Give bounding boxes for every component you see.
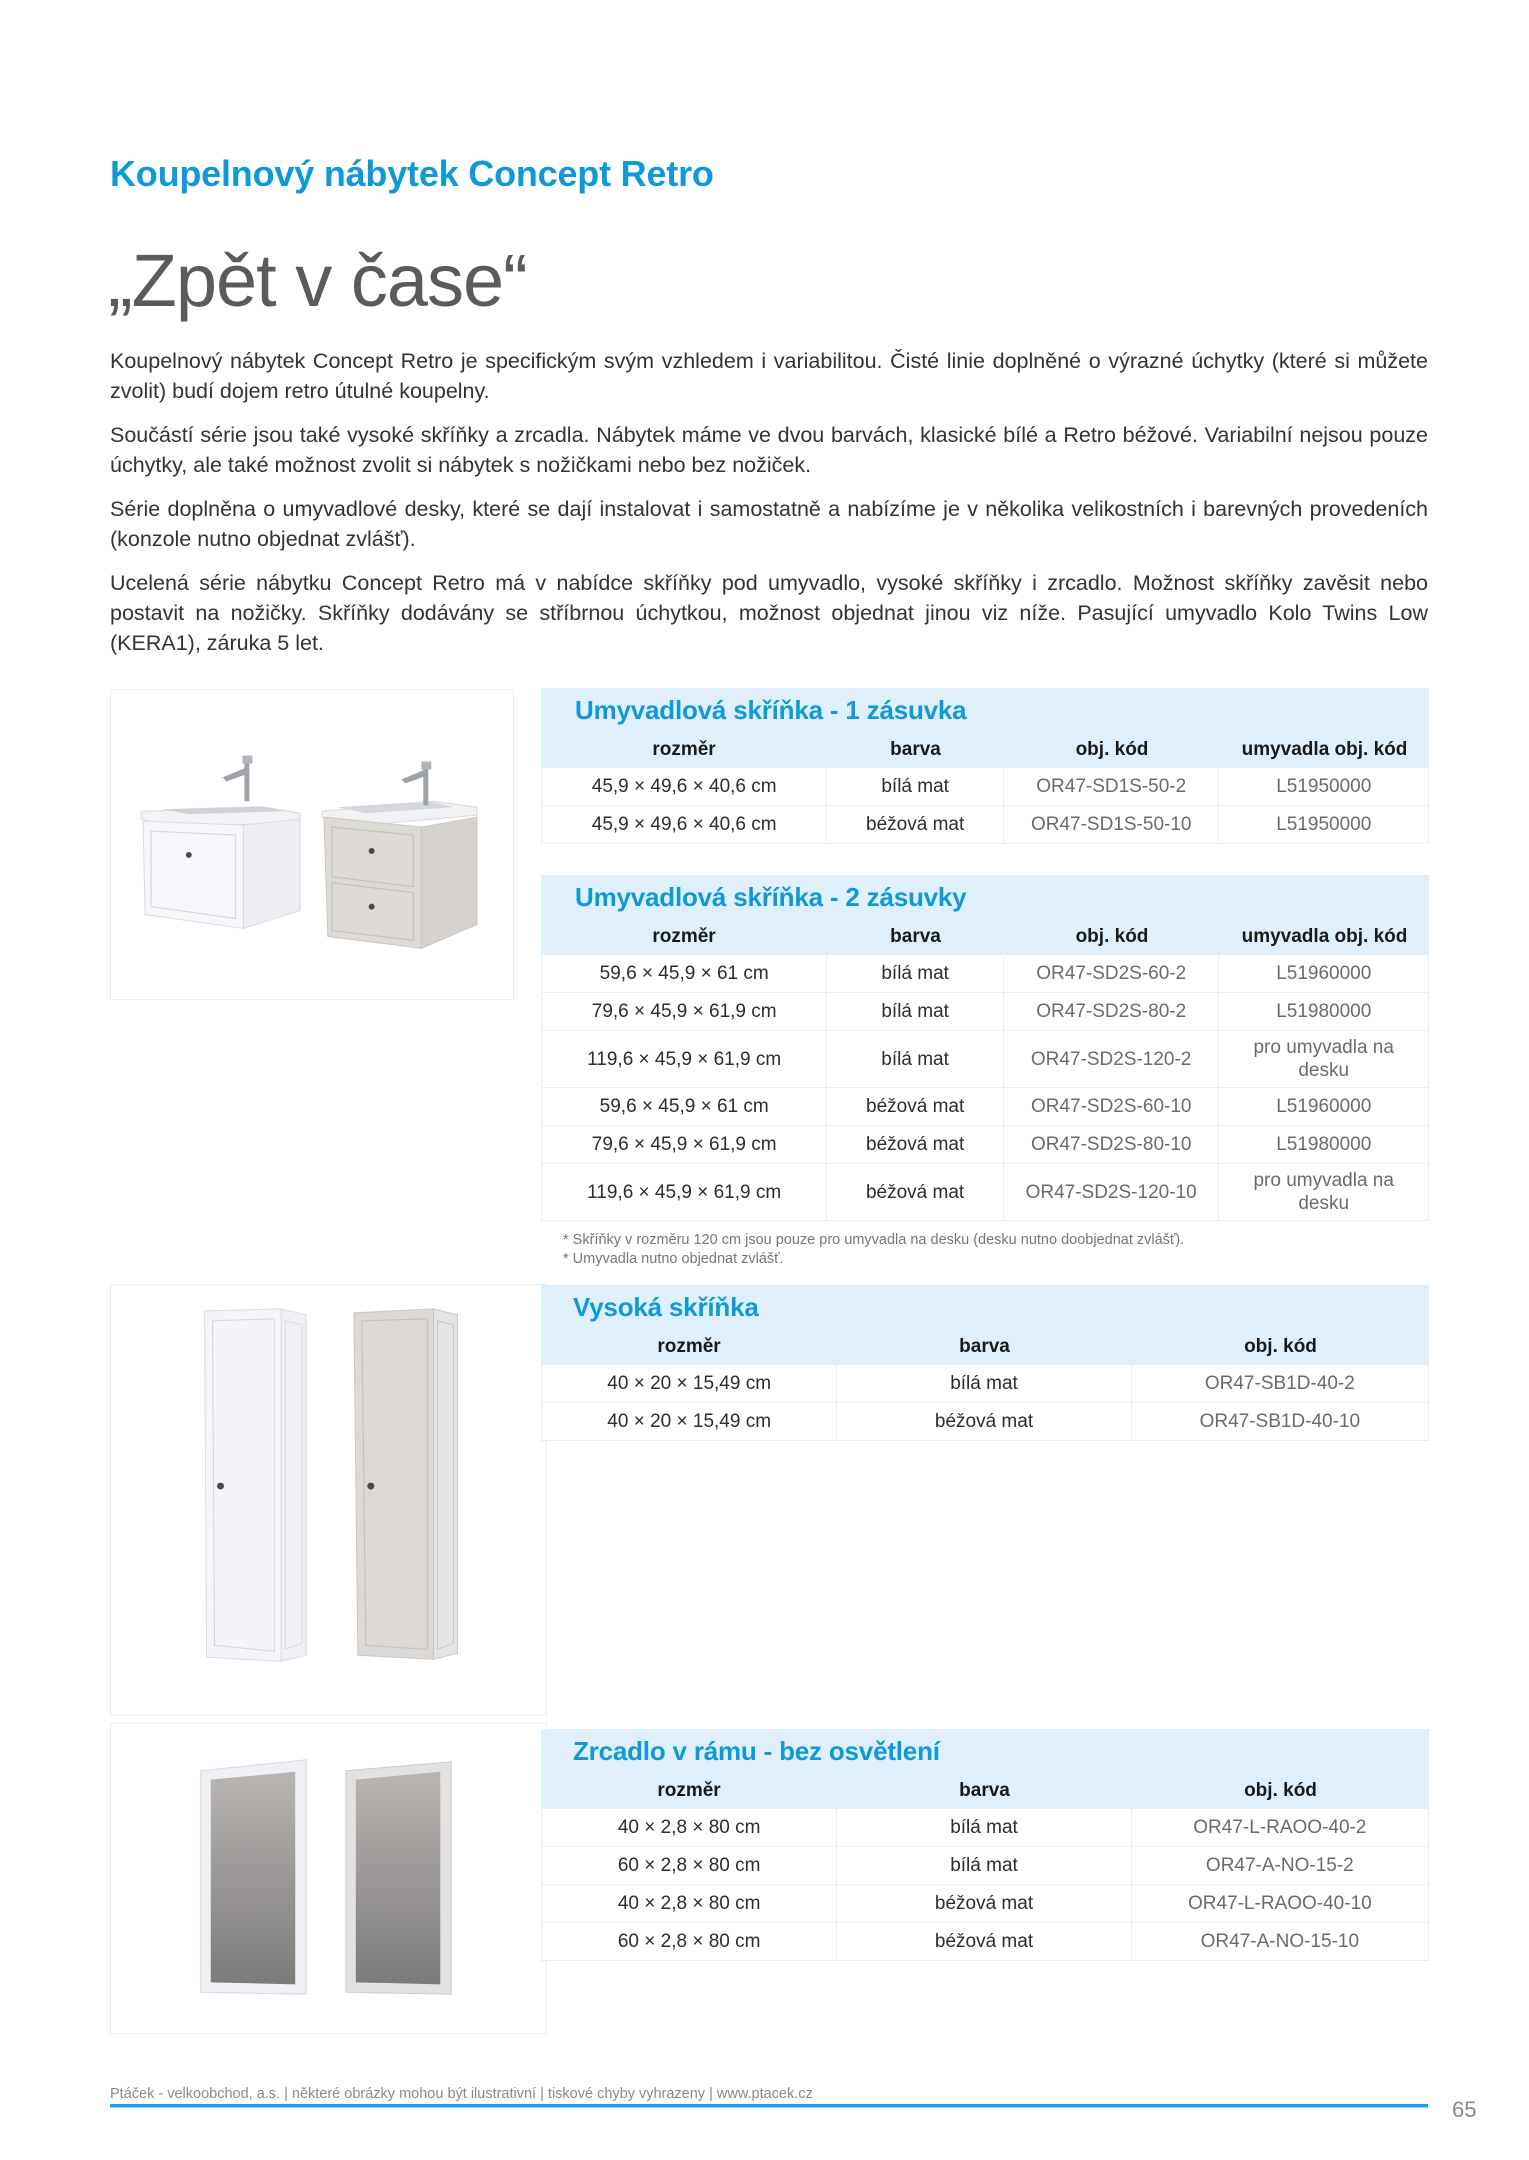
footnote: * Umyvadla nutno objednat zvlášť.: [563, 1251, 784, 1267]
cell-dimension: 59,6 × 45,9 × 61 cm: [542, 955, 827, 992]
cell-order-code: OR47-SD2S-80-2: [1004, 993, 1220, 1030]
cell-color: béžová mat: [827, 1164, 1004, 1220]
column-header-color: barva: [890, 926, 941, 947]
cell-order-code: OR47-L-RAOO-40-2: [1193, 1817, 1367, 1838]
cell-dimension: 79,6 × 45,9 × 61,9 cm: [542, 1126, 827, 1163]
table-row: [542, 1088, 1428, 1126]
cell-dimension: 40 × 2,8 × 80 cm: [542, 1809, 837, 1846]
table-header: [541, 1729, 1429, 1809]
tall-cabinet-table: [541, 1285, 1429, 1441]
column-header-dimension: rozměr: [652, 739, 716, 760]
cell-sink-code: pro umyvadla na desku: [1253, 1170, 1394, 1214]
cell-order-code: OR47-A-NO-15-10: [1200, 1931, 1360, 1952]
column-headers: [541, 1773, 1429, 1809]
cell-dimension: 119,6 × 45,9 × 61,9 cm: [542, 1031, 827, 1087]
cell-color: béžová mat: [837, 1403, 1131, 1440]
table-title: Vysoká skříňka: [573, 1292, 759, 1322]
cell-dimension: 119,6 × 45,9 × 61,9 cm: [542, 1164, 827, 1220]
column-headers: [541, 732, 1429, 768]
table-row: [542, 1126, 1428, 1164]
table-header: [541, 1285, 1429, 1365]
cell-order-code: OR47-L-RAOO-40-10: [1187, 1893, 1372, 1914]
table-row: [542, 806, 1428, 844]
footer-text: Ptáček - velkoobchod, a.s. | některé obrázky mohou být ilustrativní | tiskové chyby vyhrazeny | www.ptacek.cz: [110, 2086, 813, 2102]
column-header-order-code: obj. kód: [1244, 1336, 1317, 1357]
cell-dimension: 79,6 × 45,9 × 61,9 cm: [542, 993, 827, 1030]
cell-order-code: OR47-SD2S-80-10: [1004, 1126, 1220, 1163]
column-header-order-code: obj. kód: [1075, 926, 1149, 947]
column-headers: [541, 919, 1429, 955]
hero-title: „Zpět v čase“: [108, 239, 527, 322]
column-header-color: barva: [959, 1336, 1010, 1357]
intro-paragraph: Ucelená série nábytku Concept Retro má v nabídce skříňky pod umyvadlo, vysoké skříňky i zrcadlo. Možnost skříňky zavěsit nebo postavit na nožičky. Skříňky dodávány se stříbrnou úchytkou, možnost objednat jinou viz níže. Pasující umyvadlo Kolo Twins Low (KERA1), záruka 5 let.: [110, 571, 1428, 655]
cell-color: bílá mat: [837, 1365, 1131, 1402]
cell-sink-code: L51950000: [1276, 776, 1372, 797]
column-header-sink-code: umyvadla obj. kód: [1241, 739, 1408, 760]
intro-text: [110, 346, 1428, 672]
vanity-illustration-icon: [111, 690, 513, 999]
cell-color: bílá mat: [827, 1031, 1004, 1087]
column-header-order-code: obj. kód: [1244, 1780, 1317, 1801]
column-header-dimension: rozměr: [652, 926, 716, 947]
cell-dimension: 40 × 20 × 15,49 cm: [542, 1403, 837, 1440]
section-title: Koupelnový nábytek Concept Retro: [110, 153, 714, 194]
intro-paragraph: Koupelnový nábytek Concept Retro je specifickým svým vzhledem i variabilitou. Čisté linie doplněné o výrazné úchytky (které si můžete zvolit) budí dojem retro útulné koupelny.: [110, 349, 1428, 403]
table-row: [542, 768, 1428, 806]
column-header-color: barva: [959, 1780, 1010, 1801]
cell-sink-code: pro umyvadla na desku: [1253, 1037, 1394, 1081]
cell-order-code: OR47-SD2S-120-2: [1004, 1031, 1219, 1087]
cell-color: béžová mat: [827, 1088, 1004, 1125]
cell-order-code: OR47-A-NO-15-2: [1205, 1855, 1354, 1876]
cell-dimension: 60 × 2,8 × 80 cm: [542, 1923, 837, 1960]
table-row: [542, 1031, 1428, 1088]
column-header-order-code: obj. kód: [1075, 739, 1149, 760]
cell-color: bílá mat: [837, 1809, 1131, 1846]
cell-sink-code: L51960000: [1276, 963, 1372, 984]
cell-dimension: 40 × 20 × 15,49 cm: [542, 1365, 837, 1402]
column-header-sink-code: umyvadla obj. kód: [1241, 926, 1408, 947]
cell-dimension: 45,9 × 49,6 × 40,6 cm: [542, 768, 827, 805]
cell-color: bílá mat: [827, 955, 1004, 992]
cell-sink-code: L51980000: [1276, 1001, 1372, 1022]
table-row: [542, 1403, 1428, 1441]
cell-order-code: OR47-SD1S-50-10: [1004, 806, 1220, 843]
cell-order-code: OR47-SB1D-40-10: [1199, 1411, 1361, 1432]
cell-color: béžová mat: [827, 806, 1004, 843]
cell-dimension: 60 × 2,8 × 80 cm: [542, 1847, 837, 1884]
footer-divider: [110, 2104, 1428, 2108]
table-row: [542, 1923, 1428, 1961]
cell-order-code: OR47-SD2S-60-10: [1004, 1088, 1220, 1125]
mirror-illustration-icon: [111, 1724, 546, 2033]
vanity-2-drawers-table: [541, 875, 1429, 1221]
column-header-dimension: rozměr: [657, 1336, 721, 1357]
vanity-1-drawer-table: [541, 688, 1429, 844]
table-row: [542, 1164, 1428, 1221]
cell-dimension: 45,9 × 49,6 × 40,6 cm: [542, 806, 827, 843]
table-title: Umyvadlová skříňka - 1 zásuvka: [575, 695, 967, 725]
column-header-dimension: rozměr: [657, 1780, 721, 1801]
footnotes: [563, 1231, 1184, 1269]
table-header: [541, 875, 1429, 955]
cell-order-code: OR47-SD2S-60-2: [1004, 955, 1220, 992]
cell-order-code: OR47-SD1S-50-2: [1004, 768, 1220, 805]
cell-order-code: OR47-SB1D-40-2: [1204, 1373, 1355, 1394]
cell-dimension: 59,6 × 45,9 × 61 cm: [542, 1088, 827, 1125]
footnote: * Skříňky v rozměru 120 cm jsou pouze pro umyvadla na desku (desku nutno doobjednat zvlášť).: [563, 1232, 1185, 1248]
table-row: [542, 955, 1428, 993]
cell-color: bílá mat: [827, 768, 1004, 805]
mirrors-image: [110, 1723, 547, 2034]
cell-order-code: OR47-SD2S-120-10: [1004, 1164, 1219, 1220]
tall-cabinets-image: [110, 1284, 547, 1716]
cell-color: béžová mat: [837, 1885, 1131, 1922]
mirror-table: [541, 1729, 1429, 1961]
table-row: [542, 1885, 1428, 1923]
cell-dimension: 40 × 2,8 × 80 cm: [542, 1885, 837, 1922]
table-title: Zrcadlo v rámu - bez osvětlení: [573, 1736, 940, 1766]
intro-paragraph: Série doplněna o umyvadlové desky, které se dají instalovat i samostatně a nabízíme je v několika velikostních i barevných provedeních (konzole nutno objednat zvlášť).: [110, 497, 1428, 551]
cell-sink-code: L51980000: [1276, 1134, 1372, 1155]
table-row: [542, 1365, 1428, 1403]
table-title: Umyvadlová skříňka - 2 zásuvky: [575, 882, 967, 912]
column-headers: [541, 1329, 1429, 1365]
table-row: [542, 1847, 1428, 1885]
cell-color: bílá mat: [837, 1847, 1131, 1884]
cell-color: béžová mat: [827, 1126, 1004, 1163]
cell-color: bílá mat: [827, 993, 1004, 1030]
cell-sink-code: L51950000: [1276, 814, 1372, 835]
table-header: [541, 688, 1429, 768]
column-header-color: barva: [890, 739, 941, 760]
tall-cabinet-illustration-icon: [111, 1285, 546, 1715]
table-row: [542, 1809, 1428, 1847]
page-number: 65: [1452, 2097, 1477, 2122]
table-row: [542, 993, 1428, 1031]
vanity-cabinets-image: [110, 689, 514, 1000]
cell-color: béžová mat: [837, 1923, 1131, 1960]
intro-paragraph: Součástí série jsou také vysoké skříňky a zrcadla. Nábytek máme ve dvou barvách, klasické bílé a Retro béžové. Variabilní nejsou pouze úchytky, ale také možnost zvolit si nábytek s nožičkami nebo bez nožiček.: [110, 423, 1428, 477]
cell-sink-code: L51960000: [1276, 1096, 1372, 1117]
